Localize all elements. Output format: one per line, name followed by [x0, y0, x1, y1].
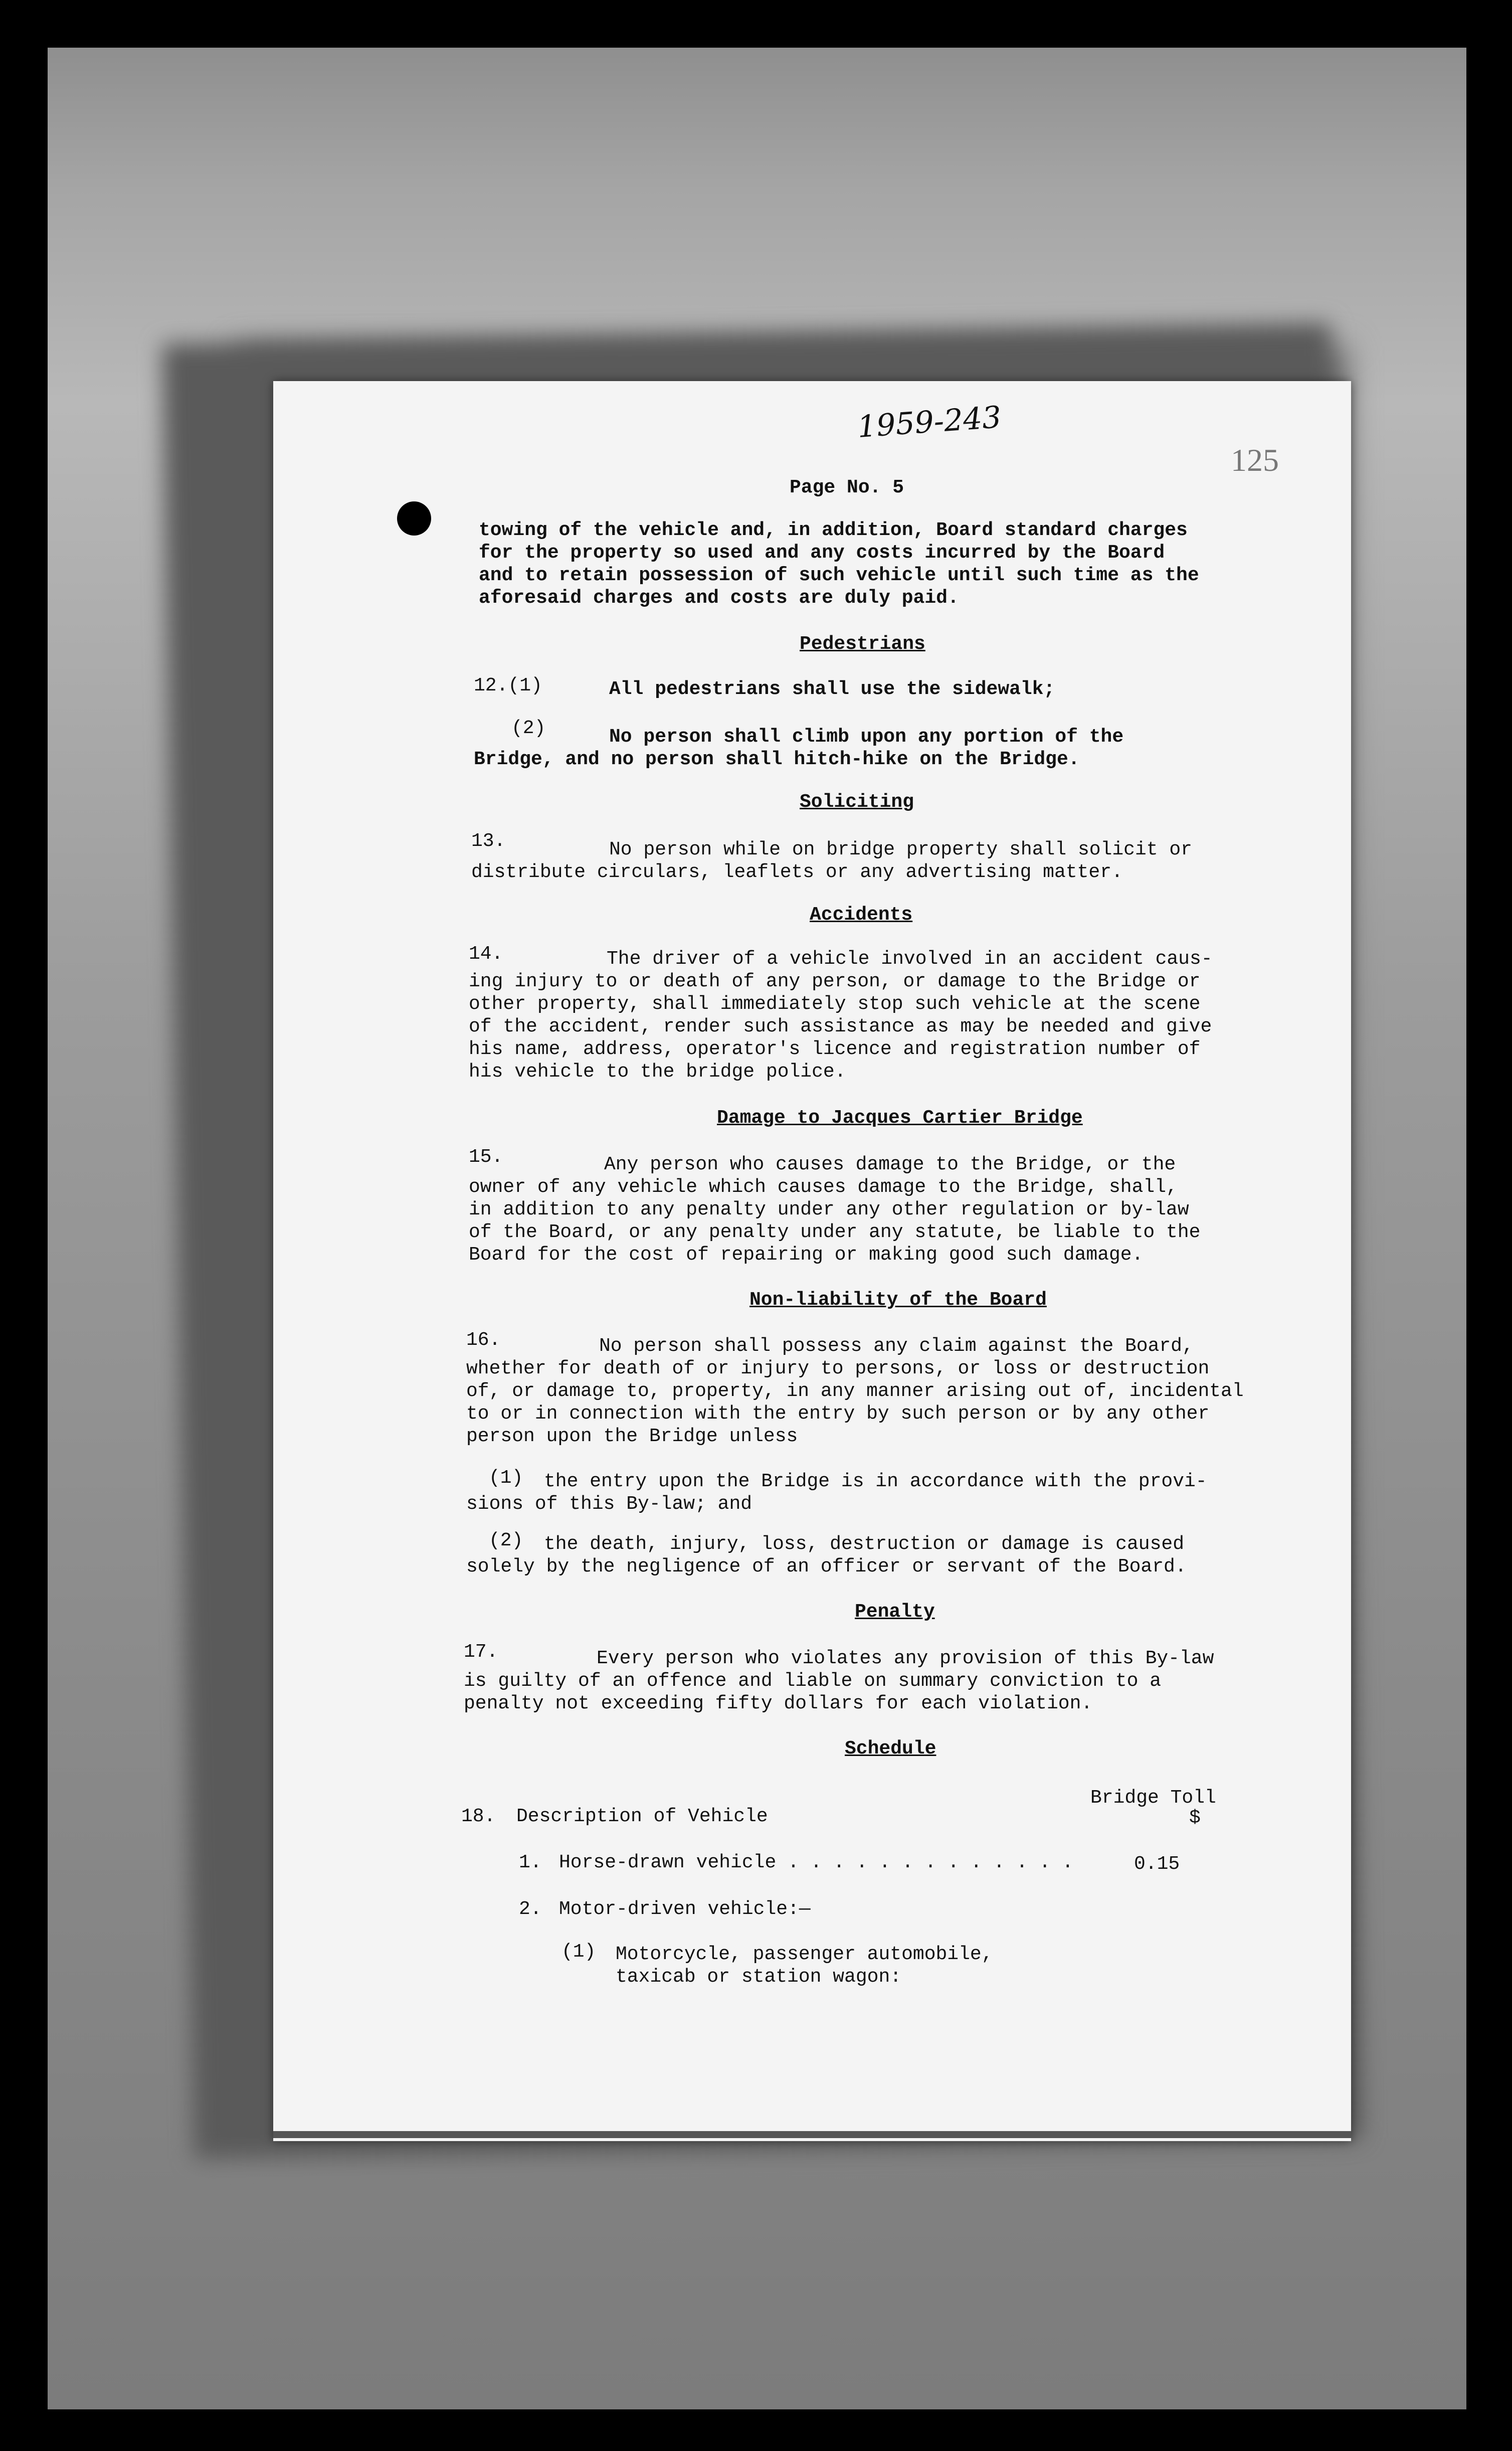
schedule-item-1-toll: 0.15 — [1134, 1853, 1180, 1875]
section-12-2-number: (2) — [511, 718, 546, 739]
section-13-line-2: distribute circulars, leaflets or any advertising matter. — [471, 861, 1123, 883]
section-16-clause-1-line-1: the entry upon the Bridge is in accordance with the provi- — [544, 1471, 1207, 1492]
section-16-line-1: No person shall possess any claim against the Board, — [599, 1335, 1194, 1357]
section-16-line-3: of, or damage to, property, in any manner arising out of, incidental — [466, 1380, 1244, 1402]
stamped-folio-number: 125 — [1231, 442, 1279, 478]
section-18-number: 18. — [461, 1806, 496, 1827]
section-15-line-1: Any person who causes damage to the Bridge, or the — [604, 1154, 1176, 1175]
section-16-clause-2-line-2: solely by the negligence of an officer or servant of the Board. — [466, 1556, 1187, 1578]
section-14-number: 14. — [469, 943, 503, 965]
schedule-column-bridge-toll: Bridge Toll — [1090, 1787, 1216, 1809]
section-12-1-number: 12.(1) — [474, 675, 542, 696]
heading-non-liability: Non-liability of the Board — [749, 1289, 1047, 1311]
section-15-line-5: Board for the cost of repairing or making good such damage. — [469, 1244, 1144, 1266]
schedule-column-currency: $ — [1189, 1807, 1201, 1829]
schedule-item-2-number: 2. — [519, 1898, 542, 1920]
section-15-line-4: of the Board, or any penalty under any statute, be liable to the — [469, 1221, 1201, 1243]
intro-line-1: towing of the vehicle and, in addition, Board standard charges — [479, 519, 1188, 541]
schedule-item-2-label: Motor-driven vehicle:— — [559, 1898, 811, 1920]
heading-schedule: Schedule — [845, 1738, 936, 1760]
intro-line-3: and to retain possession of such vehicle until such time as the — [479, 565, 1199, 586]
section-16-number: 16. — [466, 1329, 501, 1351]
section-14-line-6: his vehicle to the bridge police. — [469, 1061, 846, 1083]
section-12-2-line-1: No person shall climb upon any portion of the — [609, 726, 1124, 748]
section-17-line-3: penalty not exceeding fifty dollars for each violation. — [464, 1693, 1093, 1714]
section-16-clause-2-line-1: the death, injury, loss, destruction or damage is caused — [544, 1533, 1185, 1555]
section-14-line-3: other property, shall immediately stop such vehicle at the scene — [469, 993, 1201, 1015]
section-15-line-2: owner of any vehicle which causes damage to the Bridge, shall, — [469, 1176, 1178, 1198]
schedule-item-1-number: 1. — [519, 1852, 542, 1873]
section-17-line-2: is guilty of an offence and liable on summary conviction to a — [464, 1670, 1162, 1692]
section-17-line-1: Every person who violates any provision of this By-law — [597, 1648, 1214, 1669]
section-16-clause-1-line-2: sions of this By-law; and — [466, 1493, 752, 1515]
section-14-line-1: The driver of a vehicle involved in an accident caus- — [607, 948, 1213, 970]
handwritten-reference: 1959-243 — [856, 400, 1003, 445]
section-16-line-5: person upon the Bridge unless — [466, 1426, 798, 1447]
section-16-line-2: whether for death of or injury to persons, or loss or destruction — [466, 1358, 1210, 1379]
intro-line-2: for the property so used and any costs incurred by the Board — [479, 542, 1165, 564]
schedule-item-2-1-line-2: taxicab or station wagon: — [616, 1966, 902, 1988]
section-16-clause-1-number: (1) — [489, 1467, 523, 1489]
schedule-item-2-1-number: (1) — [561, 1941, 596, 1963]
heading-soliciting: Soliciting — [800, 791, 914, 813]
intro-line-4: aforesaid charges and costs are duly paid. — [479, 587, 959, 609]
section-16-line-4: to or in connection with the entry by such person or by any other — [466, 1403, 1210, 1425]
heading-damage-to-bridge: Damage to Jacques Cartier Bridge — [717, 1107, 1083, 1129]
section-14-line-4: of the accident, render such assistance as may be needed and give — [469, 1016, 1212, 1037]
section-13-line-1: No person while on bridge property shall solicit or — [609, 839, 1192, 860]
heading-pedestrians: Pedestrians — [800, 633, 925, 655]
section-14-line-5: his name, address, operator's licence and registration number of — [469, 1038, 1201, 1060]
section-12-1-text: All pedestrians shall use the sidewalk; — [609, 678, 1055, 700]
section-13-number: 13. — [471, 830, 506, 852]
section-15-number: 15. — [469, 1146, 503, 1168]
section-12-2-line-2: Bridge, and no person shall hitch-hike on the Bridge. — [474, 749, 1080, 770]
heading-accidents: Accidents — [810, 904, 913, 926]
section-15-line-3: in addition to any penalty under any other regulation or by-law — [469, 1199, 1189, 1220]
page-number: Page No. 5 — [790, 477, 904, 498]
heading-penalty: Penalty — [855, 1601, 935, 1623]
section-16-clause-2-number: (2) — [489, 1530, 523, 1551]
section-17-number: 17. — [464, 1641, 498, 1663]
schedule-item-1-label: Horse-drawn vehicle . . . . . . . . . . . . . — [559, 1852, 1074, 1873]
schedule-column-description: Description of Vehicle — [516, 1806, 768, 1827]
section-14-line-2: ing injury to or death of any person, or damage to the Bridge or — [469, 971, 1201, 992]
schedule-item-2-1-line-1: Motorcycle, passenger automobile, — [616, 1944, 993, 1965]
